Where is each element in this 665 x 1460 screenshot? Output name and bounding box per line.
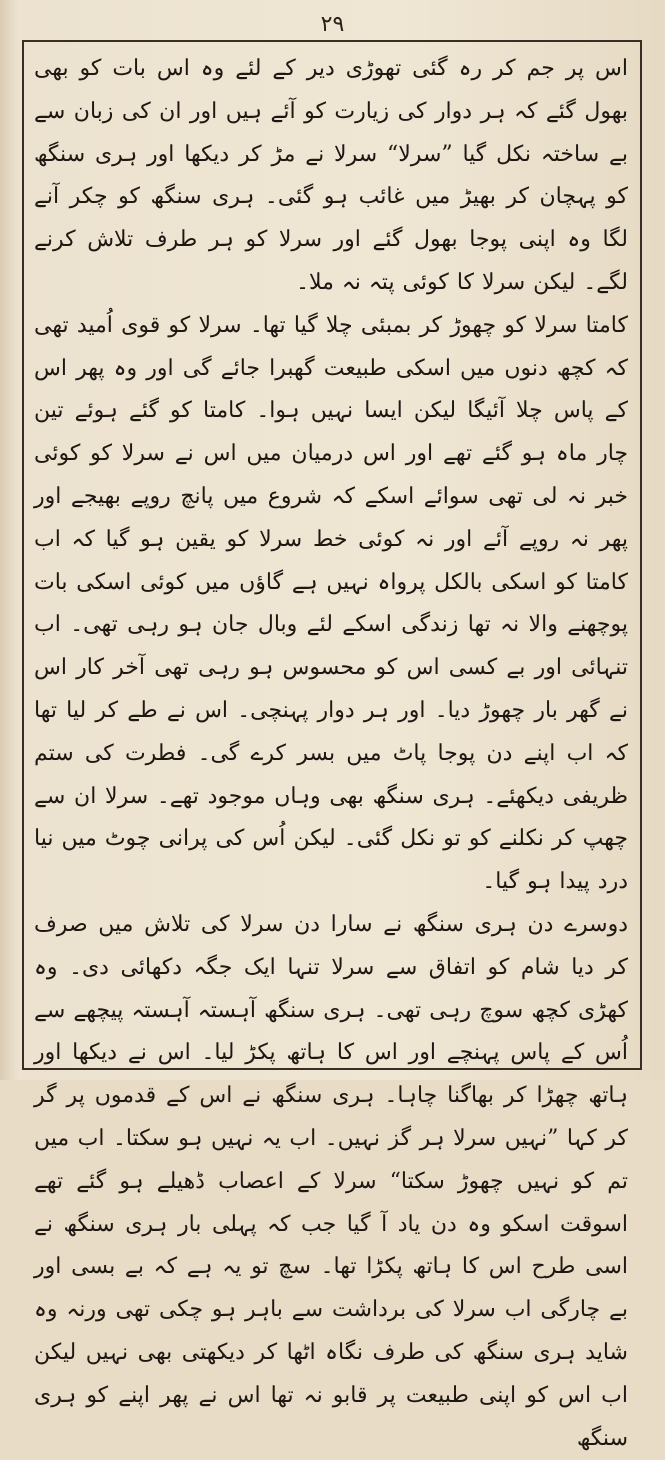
paragraph-1: اس پر جم کر رہ گئی تھوڑی دیر کے لئے وہ اس بات کو بھی بھول گئے کہ ہر دوار کی زیارت کو آئے ہیں اور ان کی زبان سے بے ساختہ نکل گیا ”سرلا“ سرلا نے مڑ کر دیکھا اور ہری سنگھ کو پہچان کر بھیڑ میں غائب ہو گئی۔ ہری سنگھ کو چکر آنے لگا وہ اپنی پوجا بھول گئے اور سرلا کو ہر طرف تلاش کرنے لگے۔ لیکن سرلا کا کوئی پتہ نہ ملا۔ — [34, 56, 628, 295]
paragraph-3: دوسرے دن ہری سنگھ نے سارا دن سرلا کی تلاش میں صرف کر دیا شام کو اتفاق سے سرلا تنہا ایک جگہ دکھائی دی۔ وہ کھڑی کچھ سوچ رہی تھی۔ ہری سنگھ آہستہ آہستہ پیچھے سے اُس کے پاس پہنچے اور اس کا ہاتھ پکڑ لیا۔ اس نے دیکھا اور ہاتھ چھڑا کر بھاگنا چاہا۔ ہری سنگھ نے اس کے قدموں پر گر کر کہا ”نہیں سرلا ہر گز نہیں۔ اب یہ نہیں ہو سکتا۔ اب میں تم کو نہیں چھوڑ سکتا“ سرلا کے اعصاب ڈھیلے ہو گئے تھے اسوقت اسکو وہ دن یاد آ گیا جب کہ پہلی بار ہری سنگھ نے اسی طرح اس کا ہاتھ پکڑا تھا۔ سچ تو یہ ہے کہ بے بسی اور بے چارگی اب سرلا کی برداشت سے باہر ہو چکی تھی ورنہ وہ شاید ہری سنگھ کی طرف نگاہ اٹھا کر دیکھتی بھی نہیں لیکن اب اس کو اپنی طبیعت پر قابو نہ تھا اس نے پھر اپنے کو ہری سنگھ — [34, 911, 628, 1451]
page-number: ۲۹ — [320, 12, 345, 37]
paragraph-2: کامتا سرلا کو چھوڑ کر بمبئی چلا گیا تھا۔ سرلا کو قوی اُمید تھی کہ کچھ دنوں میں اسکی طبیعت گھبرا جائے گی اور وہ پھر اس کے پاس چلا آئیگا لیکن ایسا نہیں ہوا۔ کامتا کو گئے ہوئے تین چار ماہ ہو گئے تھے اور اس درمیان میں اس نے سرلا کو کوئی خبر نہ لی تھی سوائے اسکے کہ شروع میں پانچ روپے بھیجے اور پھر نہ روپے آئے اور نہ کوئی خط سرلا کو یقین ہو گیا کہ اب کامتا کو اسکی بالکل پرواہ نہیں ہے گاؤں میں کوئی اسکی بات پوچھنے والا نہ تھا زندگی اسکے لئے وبال جان ہو رہی تھی۔ اب تنہائی اور بے کسی اس کو محسوس ہو رہی تھی آخر کار اس نے گھر بار چھوڑ دیا۔ اور ہر دوار پہنچی۔ اس نے طے کر لیا تھا کہ اب اپنے دن پوجا پاٹ میں بسر کرے گی۔ فطرت کی ستم ظریفی دیکھئے۔ ہری سنگھ بھی وہاں موجود تھے۔ سرلا ان سے چھپ کر نکلنے کو تو نکل گئی۔ لیکن اُس کی پرانی چوٹ میں نیا درد پیدا ہو گیا۔ — [34, 312, 628, 895]
body-text — [24, 42, 640, 1460]
text-frame — [22, 40, 642, 1451]
